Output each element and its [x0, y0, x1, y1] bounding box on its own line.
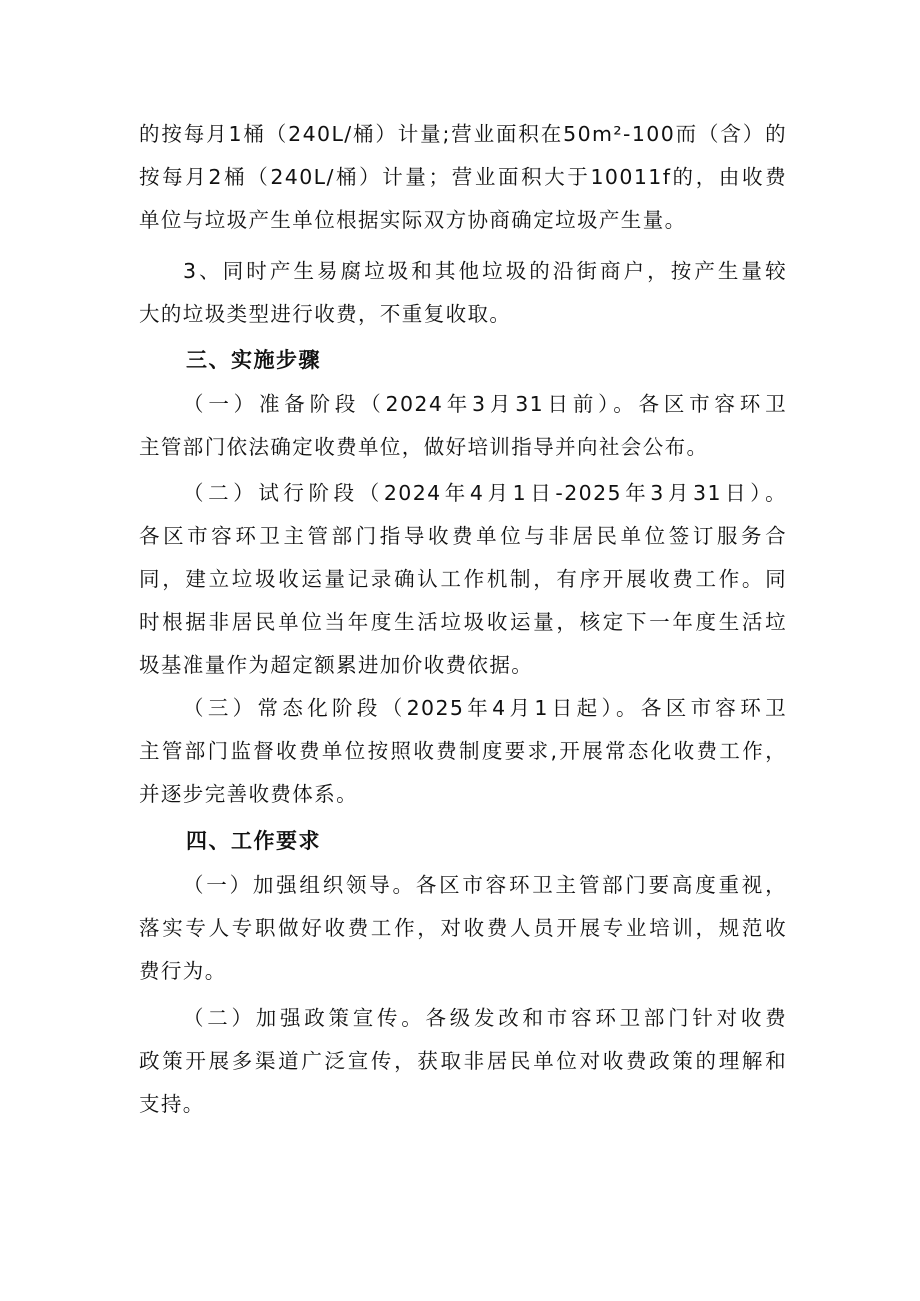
text-line: 各区市容环卫主管部门指导收费单位与非居民单位签订服务合	[139, 524, 787, 548]
text-line: 主管部门依法确定收费单位，做好培训指导并向社会公布。	[139, 435, 709, 459]
paragraph-requirement-publicity	[139, 997, 787, 1126]
text-line: （二）加强政策宣传。各级发改和市容环卫部门针对收费	[183, 1006, 787, 1030]
text-line: 单位与垃圾产生单位根据实际双方协商确定垃圾产生量。	[139, 208, 687, 232]
paragraph-stage-preparation	[139, 383, 787, 469]
text-line: 政策开展多渠道广泛宣传，获取非居民单位对收费政策的理解和	[139, 1049, 787, 1073]
text-line: 的按每月1桶（240L/桶）计量;营业面积在50m²-100而（含）的	[139, 122, 787, 146]
text-line: 时根据非居民单位当年度生活垃圾收运量，核定下一年度生活垃	[139, 610, 787, 634]
paragraph-volume-rules	[139, 113, 787, 242]
text-line: 同，建立垃圾收运量记录确认工作机制，有序开展收费工作。同	[139, 567, 787, 591]
section-heading-work-requirements: 四、工作要求	[186, 829, 321, 853]
text-line: （一）加强组织领导。各区市容环卫主管部门要高度重视，	[183, 873, 787, 897]
text-line: 落实专人专职做好收费工作，对收费人员开展专业培训，规范收	[139, 916, 787, 940]
paragraph-requirement-leadership	[139, 864, 787, 993]
text-line: （三）常态化阶段（2025年4月1日起）。各区市容环卫	[183, 696, 787, 720]
text-line: 主管部门监督收费单位按照收费制度要求,开展常态化收费工作，	[139, 739, 787, 763]
text-line: 大的垃圾类型进行收费，不重复收取。	[139, 302, 512, 326]
text-line: 按每月2桶（240L/桶）计量；营业面积大于10011f的，由收费	[139, 165, 787, 189]
text-line: （一）准备阶段（2024年3月31日前）。各区市容环卫	[183, 392, 787, 416]
paragraph-stage-normalized	[139, 687, 787, 816]
text-line: 3、同时产生易腐垃圾和其他垃圾的沿街商户，按产生量较	[183, 259, 787, 283]
text-line: 支持。	[139, 1092, 205, 1116]
paragraph-item-3	[139, 250, 787, 336]
text-line: 圾基准量作为超定额累进加价收费依据。	[139, 653, 534, 677]
text-line: 费行为。	[139, 959, 227, 983]
text-line: （二）试行阶段（2024年4月1日-2025年3月31日）。	[183, 481, 787, 505]
text-line: 并逐步完善收费体系。	[139, 782, 358, 806]
paragraph-stage-trial	[139, 472, 787, 687]
section-heading-implementation-steps: 三、实施步骤	[186, 348, 321, 372]
